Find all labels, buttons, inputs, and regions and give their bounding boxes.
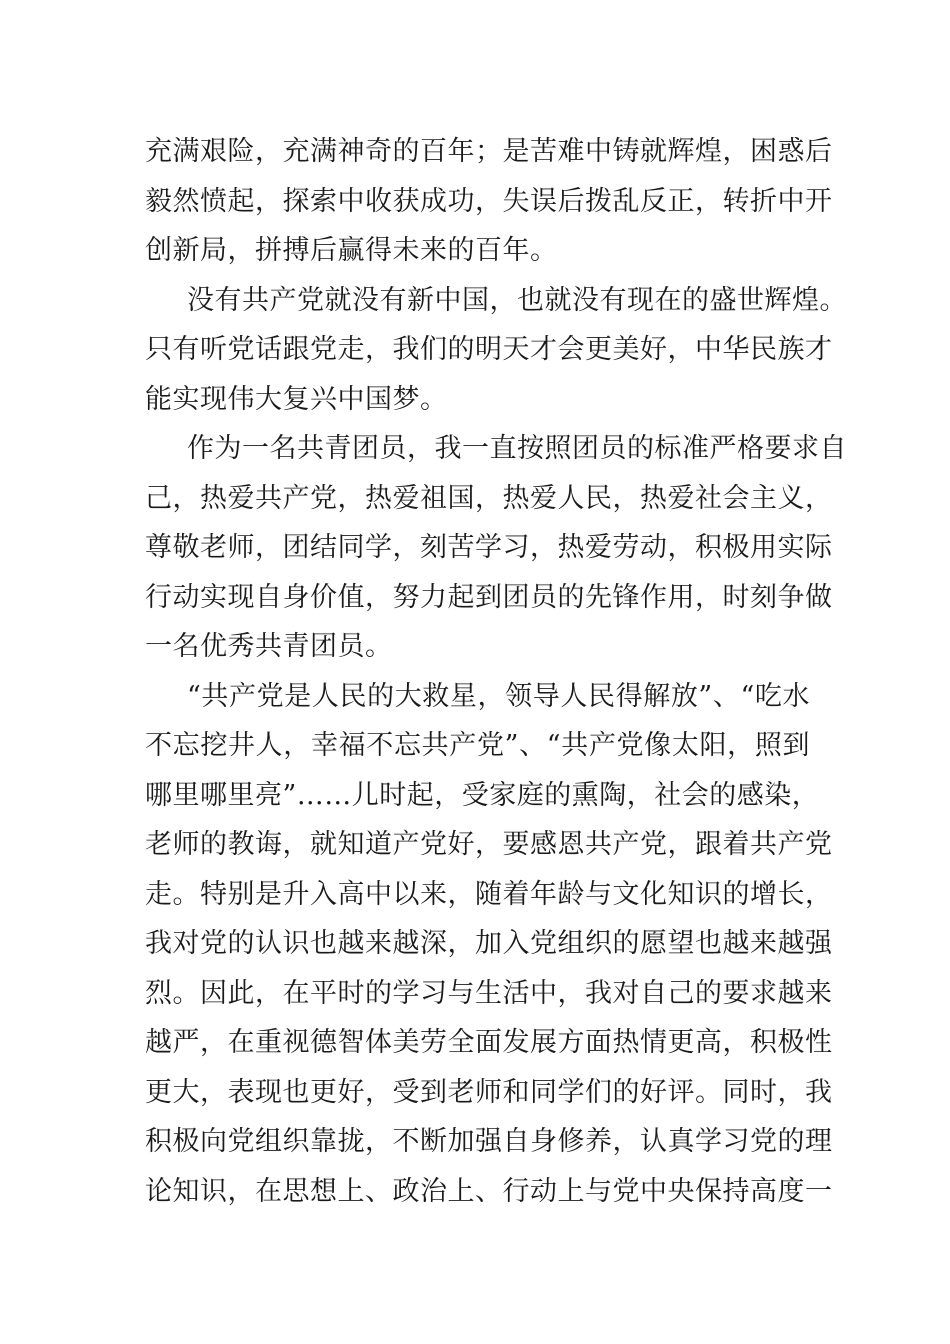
text-line: 作为一名共青团员，我一直按照团员的标准严格要求自: [187, 433, 847, 464]
text-line: 己，热爱共产党，热爱祖国，热爱人民，热爱社会主义，: [145, 482, 833, 514]
text-line: 哪里哪里亮”……儿时起，受家庭的熏陶，社会的感染，: [145, 779, 820, 811]
text-line: 只有听党话跟党走，我们的明天才会更美好，中华民族才: [145, 334, 833, 365]
text-line: “共产党是人民的大救星，领导人民得解放”、“吃水: [187, 680, 810, 712]
text-line: 老师的教诲，就知道产党好，要感恩共产党，跟着共产党: [145, 829, 833, 860]
text-line: 更大，表现也更好，受到老师和同学们的好评。同时，我: [145, 1076, 833, 1108]
text-line: 我对党的认识也越来越深，加入党组织的愿望也越来越强: [145, 928, 833, 959]
text-line: 能实现伟大复兴中国梦。: [145, 383, 448, 415]
text-line: 行动实现自身价值，努力起到团员的先锋作用，时刻争做: [145, 581, 833, 613]
text-line: 积极向党组织靠拢，不断加强自身修养，认真学习党的理: [145, 1126, 833, 1157]
text-line: 烈。因此，在平时的学习与生活中，我对自己的要求越来: [145, 977, 833, 1009]
text-line: 没有共产党就没有新中国，也就没有现在的盛世辉煌。: [187, 284, 847, 316]
text-line: 越严，在重视德智体美劳全面发展方面热情更高，积极性: [145, 1027, 833, 1058]
document-body: [145, 127, 847, 1216]
text-line: 充满艰险，充满神奇的百年；是苦难中铸就辉煌，困惑后: [145, 136, 833, 167]
text-line: 论知识，在思想上、政治上、行动上与党中央保持高度一: [145, 1175, 833, 1207]
text-line: 走。特别是升入高中以来，随着年龄与文化知识的增长，: [145, 878, 833, 910]
text-line: 不忘挖井人，幸福不忘共产党”、“共产党像太阳，照到: [145, 730, 810, 761]
text-line: 一名优秀共青团员。: [145, 631, 393, 662]
text-line: 尊敬老师，团结同学，刻苦学习，热爱劳动，积极用实际: [145, 532, 833, 563]
text-line: 创新局，拼搏后赢得未来的百年。: [145, 235, 558, 266]
text-line: 毅然愤起，探索中收获成功，失误后拨乱反正，转折中开: [145, 185, 833, 217]
